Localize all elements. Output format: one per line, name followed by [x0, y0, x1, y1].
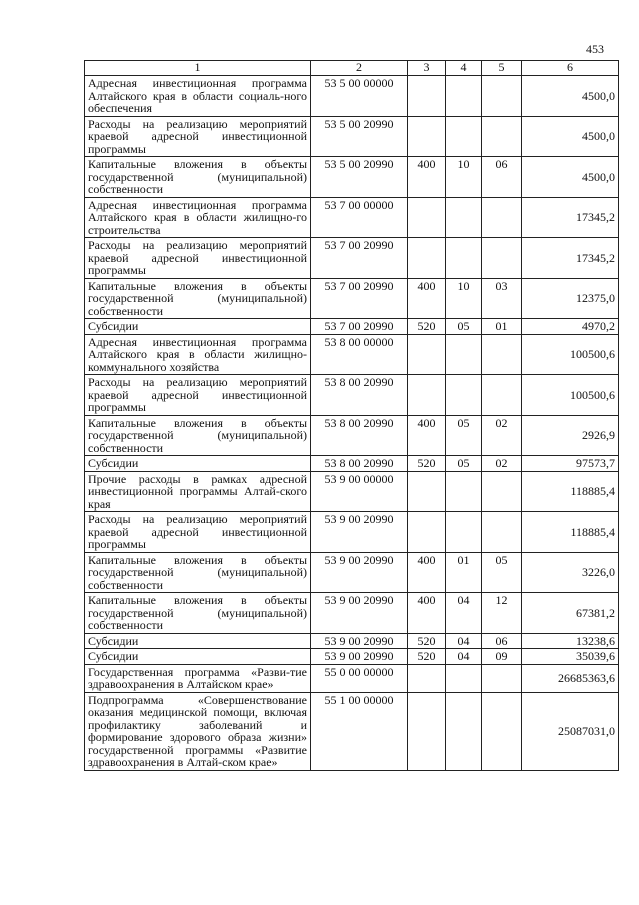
target-code-cell: 53 7 00 20990: [311, 238, 408, 279]
subsection-code-cell: [482, 116, 522, 157]
target-code-cell: 53 9 00 00000: [311, 471, 408, 512]
target-code-cell: 55 1 00 00000: [311, 692, 408, 770]
expense-type-cell: [408, 197, 446, 238]
target-code-cell: 53 9 00 20990: [311, 649, 408, 665]
subsection-code-cell: [482, 238, 522, 279]
amount-cell: 13238,6: [522, 633, 619, 649]
item-name-cell: Субсидии: [85, 633, 311, 649]
table-row: [85, 415, 619, 456]
amount-cell: 17345,2: [522, 238, 619, 279]
section-code-cell: 04: [446, 633, 482, 649]
table-row: [85, 238, 619, 279]
subsection-code-cell: [482, 664, 522, 692]
subsection-code-cell: 12: [482, 593, 522, 634]
target-code-cell: 53 5 00 00000: [311, 76, 408, 117]
target-code-cell: 53 8 00 20990: [311, 415, 408, 456]
column-header: 1: [85, 61, 311, 76]
expense-type-cell: [408, 471, 446, 512]
table-row: [85, 692, 619, 770]
expense-type-cell: [408, 664, 446, 692]
target-code-cell: 53 8 00 00000: [311, 334, 408, 375]
subsection-code-cell: 06: [482, 633, 522, 649]
item-name-cell: Расходы на реализацию мероприятий краевой адресной инвестиционной программы: [85, 512, 311, 553]
section-code-cell: [446, 375, 482, 416]
item-name-cell: Расходы на реализацию мероприятий краевой адресной инвестиционной программы: [85, 116, 311, 157]
budget-table: [84, 60, 619, 771]
expense-type-cell: [408, 334, 446, 375]
expense-type-cell: 400: [408, 415, 446, 456]
subsection-code-cell: [482, 512, 522, 553]
target-code-cell: 53 9 00 20990: [311, 512, 408, 553]
amount-cell: 3226,0: [522, 552, 619, 593]
section-code-cell: 10: [446, 157, 482, 198]
table-row: [85, 278, 619, 319]
amount-cell: 4970,2: [522, 319, 619, 335]
table-body: [85, 76, 619, 771]
column-header: 3: [408, 61, 446, 76]
item-name-cell: Субсидии: [85, 456, 311, 472]
subsection-code-cell: 03: [482, 278, 522, 319]
table-row: [85, 512, 619, 553]
section-code-cell: [446, 692, 482, 770]
column-header: 4: [446, 61, 482, 76]
table-row: [85, 552, 619, 593]
table-row: [85, 375, 619, 416]
subsection-code-cell: [482, 471, 522, 512]
section-code-cell: 04: [446, 649, 482, 665]
target-code-cell: 53 9 00 20990: [311, 552, 408, 593]
section-code-cell: 05: [446, 415, 482, 456]
item-name-cell: Субсидии: [85, 319, 311, 335]
subsection-code-cell: [482, 692, 522, 770]
item-name-cell: Капитальные вложения в объекты государственной (муниципальной) собственности: [85, 415, 311, 456]
target-code-cell: 55 0 00 00000: [311, 664, 408, 692]
amount-cell: 12375,0: [522, 278, 619, 319]
target-code-cell: 53 7 00 00000: [311, 197, 408, 238]
table-row: [85, 649, 619, 665]
target-code-cell: 53 5 00 20990: [311, 157, 408, 198]
item-name-cell: Адресная инвестиционная программа Алтайского края в области социаль-ного обеспечения: [85, 76, 311, 117]
item-name-cell: Субсидии: [85, 649, 311, 665]
table-row: [85, 197, 619, 238]
subsection-code-cell: 02: [482, 456, 522, 472]
table-row: [85, 456, 619, 472]
item-name-cell: Адресная инвестиционная программа Алтайского края в области жилищно-коммунального хозяйства: [85, 334, 311, 375]
item-name-cell: Капитальные вложения в объекты государственной (муниципальной) собственности: [85, 157, 311, 198]
section-code-cell: [446, 238, 482, 279]
item-name-cell: Прочие расходы в рамках адресной инвестиционной программы Алтай-ского края: [85, 471, 311, 512]
section-code-cell: [446, 471, 482, 512]
item-name-cell: Государственная программа «Разви-тие здравоохранения в Алтайском крае»: [85, 664, 311, 692]
expense-type-cell: [408, 76, 446, 117]
item-name-cell: Расходы на реализацию мероприятий краевой адресной инвестиционной программы: [85, 238, 311, 279]
section-code-cell: [446, 116, 482, 157]
amount-cell: 4500,0: [522, 116, 619, 157]
amount-cell: 35039,6: [522, 649, 619, 665]
section-code-cell: 05: [446, 456, 482, 472]
target-code-cell: 53 8 00 20990: [311, 375, 408, 416]
expense-type-cell: [408, 238, 446, 279]
section-code-cell: 04: [446, 593, 482, 634]
subsection-code-cell: [482, 334, 522, 375]
table-row: [85, 471, 619, 512]
section-code-cell: [446, 197, 482, 238]
table-row: [85, 319, 619, 335]
amount-cell: 100500,6: [522, 334, 619, 375]
page-number: 453: [586, 42, 604, 56]
expense-type-cell: 520: [408, 319, 446, 335]
table-row: [85, 633, 619, 649]
item-name-cell: Капитальные вложения в объекты государственной (муниципальной) собственности: [85, 278, 311, 319]
amount-cell: 25087031,0: [522, 692, 619, 770]
subsection-code-cell: 02: [482, 415, 522, 456]
amount-cell: 2926,9: [522, 415, 619, 456]
expense-type-cell: 400: [408, 593, 446, 634]
expense-type-cell: [408, 375, 446, 416]
section-code-cell: [446, 76, 482, 117]
section-code-cell: [446, 664, 482, 692]
item-name-cell: Подпрограмма «Совершенствование оказания медицинской помощи, включая профилактику заболеваний и формирование здорового образа жизни» государственной программы «Развитие здравоохранения в Алтай-ском крае»: [85, 692, 311, 770]
expense-type-cell: 400: [408, 552, 446, 593]
column-header: 2: [311, 61, 408, 76]
column-header: 5: [482, 61, 522, 76]
target-code-cell: 53 8 00 20990: [311, 456, 408, 472]
amount-cell: 100500,6: [522, 375, 619, 416]
amount-cell: 4500,0: [522, 76, 619, 117]
expense-type-cell: 520: [408, 649, 446, 665]
amount-cell: 67381,2: [522, 593, 619, 634]
expense-type-cell: [408, 692, 446, 770]
amount-cell: 26685363,6: [522, 664, 619, 692]
section-code-cell: [446, 334, 482, 375]
target-code-cell: 53 7 00 20990: [311, 278, 408, 319]
table-row: [85, 593, 619, 634]
target-code-cell: 53 9 00 20990: [311, 633, 408, 649]
table-row: [85, 664, 619, 692]
item-name-cell: Капитальные вложения в объекты государственной (муниципальной) собственности: [85, 593, 311, 634]
amount-cell: 4500,0: [522, 157, 619, 198]
expense-type-cell: 520: [408, 456, 446, 472]
section-code-cell: 05: [446, 319, 482, 335]
section-code-cell: 01: [446, 552, 482, 593]
subsection-code-cell: [482, 375, 522, 416]
table-row: [85, 116, 619, 157]
table-row: [85, 76, 619, 117]
subsection-code-cell: [482, 197, 522, 238]
expense-type-cell: [408, 116, 446, 157]
table-row: [85, 334, 619, 375]
column-header: 6: [522, 61, 619, 76]
table-row: [85, 157, 619, 198]
item-name-cell: Адресная инвестиционная программа Алтайского края в области жилищно-го строительства: [85, 197, 311, 238]
amount-cell: 118885,4: [522, 512, 619, 553]
subsection-code-cell: 06: [482, 157, 522, 198]
expense-type-cell: 520: [408, 633, 446, 649]
amount-cell: 97573,7: [522, 456, 619, 472]
subsection-code-cell: 01: [482, 319, 522, 335]
subsection-code-cell: [482, 76, 522, 117]
subsection-code-cell: 09: [482, 649, 522, 665]
expense-type-cell: [408, 512, 446, 553]
amount-cell: 17345,2: [522, 197, 619, 238]
expense-type-cell: 400: [408, 157, 446, 198]
item-name-cell: Расходы на реализацию мероприятий краевой адресной инвестиционной программы: [85, 375, 311, 416]
table-header-row: [85, 61, 619, 76]
section-code-cell: [446, 512, 482, 553]
expense-type-cell: 400: [408, 278, 446, 319]
target-code-cell: 53 5 00 20990: [311, 116, 408, 157]
target-code-cell: 53 9 00 20990: [311, 593, 408, 634]
amount-cell: 118885,4: [522, 471, 619, 512]
section-code-cell: 10: [446, 278, 482, 319]
item-name-cell: Капитальные вложения в объекты государственной (муниципальной) собственности: [85, 552, 311, 593]
target-code-cell: 53 7 00 20990: [311, 319, 408, 335]
subsection-code-cell: 05: [482, 552, 522, 593]
